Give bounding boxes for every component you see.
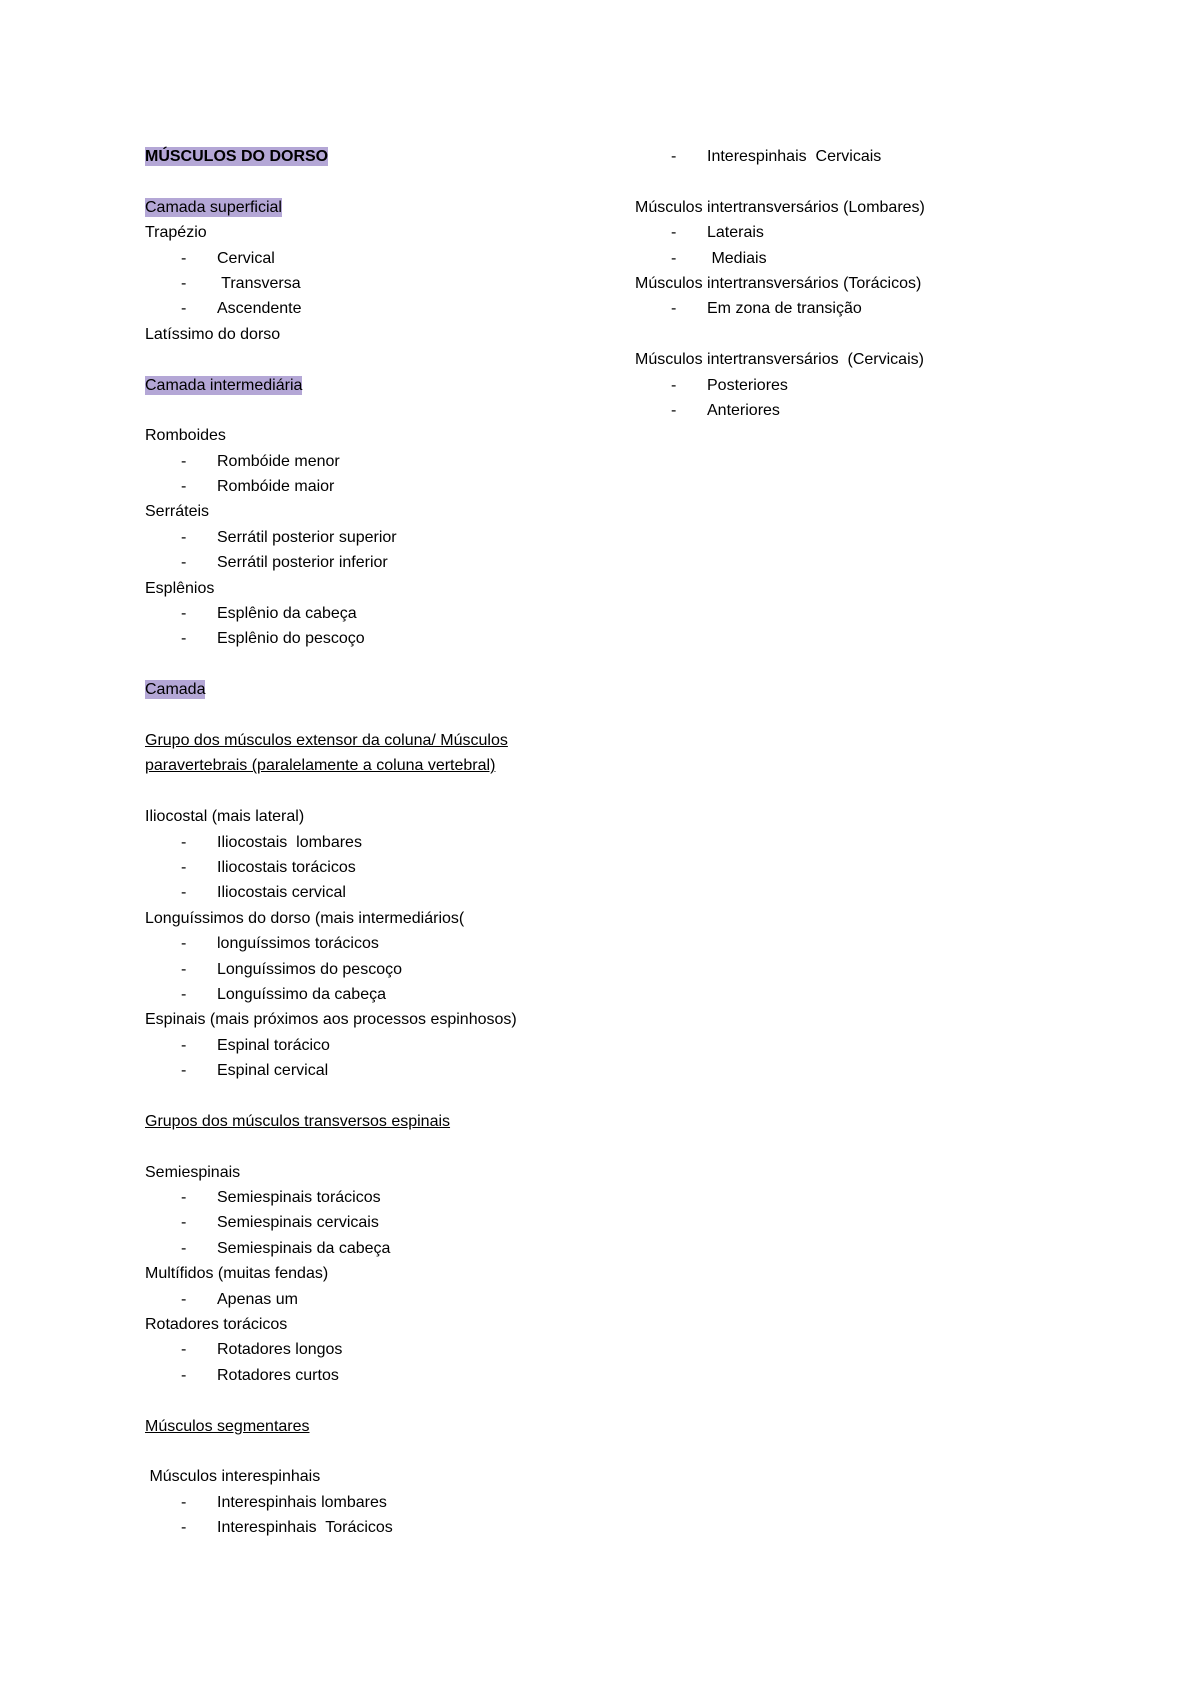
blank-line: [145, 703, 565, 728]
list-item-text: Semiespinais da cabeça: [217, 1239, 391, 1257]
section-heading-text: Camada: [145, 681, 206, 699]
list-dash: -: [181, 1519, 187, 1537]
list-item-text: Ascendente: [217, 300, 302, 318]
list-item-text: Serrátil posterior inferior: [217, 554, 388, 572]
blank-line: [145, 1439, 565, 1464]
right-column: [635, 144, 1055, 423]
list-item-text: Anteriores: [707, 401, 780, 419]
list-item-text: Interespinhais Cervicais: [707, 148, 882, 165]
list-dash: -: [181, 528, 187, 546]
list-dash: -: [181, 960, 187, 978]
section-heading-text: Grupo dos músculos extensor da coluna/ Músculos: [145, 731, 508, 749]
list-dash: -: [671, 148, 677, 165]
section-heading-text: MÚSCULOS DO DORSO: [145, 148, 329, 165]
list-item-text: Rombóide maior: [217, 478, 335, 496]
group-title-musculos-intertransversarios-lombares: [635, 195, 1055, 220]
list-item-text: longuíssimos torácicos: [217, 935, 379, 953]
list-item: [145, 1337, 565, 1362]
list-item-text: Iliocostais cervical: [217, 884, 346, 902]
group-title-text: Espinais (mais próximos aos processos espinhosos): [145, 1011, 517, 1029]
blank-line: [145, 1388, 565, 1413]
list-dash: -: [181, 605, 187, 623]
list-dash: -: [671, 300, 677, 318]
list-item-text: Rombóide menor: [217, 452, 340, 470]
list-dash: -: [181, 478, 187, 496]
list-item: [145, 626, 565, 651]
list-item: [145, 1515, 565, 1540]
list-dash: -: [671, 249, 677, 267]
section-heading-text: Músculos segmentares: [145, 1417, 310, 1435]
blank-line: [145, 1083, 565, 1108]
list-item: [145, 601, 565, 626]
list-item-text: Rotadores curtos: [217, 1366, 339, 1384]
section-heading-text: Camada intermediária: [145, 376, 303, 394]
group-title-text: Semiespinais: [145, 1163, 241, 1181]
section-heading-musculos-segmentares: [145, 1414, 565, 1439]
group-title-text: Serráteis: [145, 503, 210, 521]
group-title-musculos-intertransversarios-toracicos: [635, 271, 1055, 296]
list-item-text: Espinal cervical: [217, 1062, 329, 1080]
blank-line: [145, 1134, 565, 1159]
list-dash: -: [181, 249, 187, 267]
blank-line: [635, 169, 1055, 194]
list-dash: -: [181, 1189, 187, 1207]
list-item-text: Cervical: [217, 249, 275, 267]
list-item: [145, 931, 565, 956]
section-heading-text: paravertebrais (paralelamente a coluna vertebral): [145, 757, 496, 775]
blank-line: [635, 322, 1055, 347]
list-dash: -: [181, 554, 187, 572]
group-title-text: Esplênios: [145, 579, 215, 597]
list-item: [145, 957, 565, 982]
list-item: [635, 246, 1055, 271]
list-dash: -: [181, 1493, 187, 1511]
list-item: [145, 1185, 565, 1210]
section-heading-musculos-do-dorso: [145, 144, 565, 169]
list-dash: -: [181, 884, 187, 902]
blank-line: [145, 169, 565, 194]
list-item-text: Interespinhais lombares: [217, 1493, 387, 1511]
group-title-musculos-interespinhais: [145, 1464, 565, 1489]
list-item: [145, 855, 565, 880]
list-item: [145, 1058, 565, 1083]
group-title-serrateis: [145, 499, 565, 524]
list-dash: -: [181, 1214, 187, 1232]
list-item: [145, 474, 565, 499]
list-item-text: Esplênio do pescoço: [217, 630, 365, 648]
group-title-text: Músculos intertransversários (Cervicais): [635, 351, 924, 369]
blank-line: [145, 347, 565, 372]
section-heading-grupos-dos-musculos-transversos-espinais: [145, 1109, 565, 1134]
list-item-text: Rotadores longos: [217, 1341, 343, 1359]
group-title-text: Músculos intertransversários (Torácicos): [635, 274, 922, 292]
list-item: [145, 296, 565, 321]
group-title-text: Multífidos (muitas fendas): [145, 1265, 329, 1283]
group-title-text: Longuíssimos do dorso (mais intermediários(: [145, 909, 465, 927]
list-item-text: Semiespinais torácicos: [217, 1189, 381, 1207]
section-heading-text: Grupos dos músculos transversos espinais: [145, 1112, 451, 1130]
list-item-text: Interespinhais Torácicos: [217, 1519, 393, 1537]
section-heading-camada-intermediaria: [145, 373, 565, 398]
group-title-text: Músculos interespinhais: [145, 1468, 321, 1486]
blank-line: [145, 779, 565, 804]
list-item: [145, 246, 565, 271]
list-item: [145, 550, 565, 575]
list-item: [145, 271, 565, 296]
list-dash: -: [181, 1239, 187, 1257]
blank-line: [145, 652, 565, 677]
list-item: [145, 830, 565, 855]
list-item-text: Laterais: [707, 224, 764, 242]
list-dash: -: [181, 833, 187, 851]
list-item-text: Transversa: [217, 274, 301, 292]
list-item: [635, 373, 1055, 398]
list-dash: -: [181, 935, 187, 953]
list-item-text: Posteriores: [707, 376, 788, 394]
list-item: [145, 449, 565, 474]
list-item-text: Mediais: [707, 249, 767, 267]
list-dash: -: [181, 1036, 187, 1054]
group-title-text: Iliocostal (mais lateral): [145, 808, 305, 826]
list-item-text: Apenas um: [217, 1290, 298, 1308]
list-dash: -: [671, 401, 677, 419]
group-title-musculos-intertransversarios-cervicais: [635, 347, 1055, 372]
group-title-text: Rotadores torácicos: [145, 1315, 288, 1333]
group-title-rotadores-toracicos: [145, 1312, 565, 1337]
list-item: [145, 1236, 565, 1261]
blank-line: [145, 398, 565, 423]
group-title-esplenios: [145, 576, 565, 601]
group-title-trapezio: [145, 220, 565, 245]
list-item-text: Esplênio da cabeça: [217, 605, 357, 623]
list-item-text: Iliocostais torácicos: [217, 858, 356, 876]
section-heading-camada-superficial: [145, 195, 565, 220]
list-item-text: Em zona de transição: [707, 300, 862, 318]
group-title-espinais-mais-proximos-aos-processos-esp: [145, 1007, 565, 1032]
list-item: [145, 1490, 565, 1515]
list-dash: -: [181, 985, 187, 1003]
left-column: [145, 144, 565, 1540]
list-item: [145, 880, 565, 905]
group-title-semiespinais: [145, 1160, 565, 1185]
list-dash: -: [671, 224, 677, 242]
list-dash: -: [181, 630, 187, 648]
list-dash: -: [181, 300, 187, 318]
list-item: [635, 296, 1055, 321]
list-dash: -: [671, 376, 677, 394]
group-title-latissimo-do-dorso: [145, 322, 565, 347]
list-item: [145, 1287, 565, 1312]
section-heading-grupo-dos-musculos-extensor-da-coluna-mu: [145, 728, 565, 753]
list-dash: -: [181, 1341, 187, 1359]
list-item: [635, 398, 1055, 423]
list-item: [145, 1210, 565, 1235]
list-item-text: Espinal torácico: [217, 1036, 330, 1054]
list-item: [145, 1033, 565, 1058]
list-item: [145, 525, 565, 550]
list-item: [635, 144, 1055, 169]
list-item-text: Serrátil posterior superior: [217, 528, 397, 546]
list-item: [145, 982, 565, 1007]
group-title-romboides: [145, 423, 565, 448]
list-dash: -: [181, 274, 187, 292]
list-dash: -: [181, 858, 187, 876]
group-title-text: Trapézio: [145, 224, 207, 242]
list-dash: -: [181, 1062, 187, 1080]
list-item: [635, 220, 1055, 245]
list-dash: -: [181, 1290, 187, 1308]
group-title-multifidos-muitas-fendas: [145, 1261, 565, 1286]
section-heading-paravertebrais-paralelamente-a-coluna-ve: [145, 753, 565, 778]
list-item-text: Semiespinais cervicais: [217, 1214, 379, 1232]
section-heading-camada: [145, 677, 565, 702]
group-title-longuissimos-do-dorso-mais-intermediario: [145, 906, 565, 931]
list-dash: -: [181, 1366, 187, 1384]
list-dash: -: [181, 452, 187, 470]
list-item-text: Longuíssimo da cabeça: [217, 985, 386, 1003]
group-title-text: Romboides: [145, 427, 226, 445]
list-item: [145, 1363, 565, 1388]
group-title-text: Músculos intertransversários (Lombares): [635, 198, 925, 216]
group-title-iliocostal-mais-lateral: [145, 804, 565, 829]
group-title-text: Latíssimo do dorso: [145, 325, 281, 343]
list-item-text: Longuíssimos do pescoço: [217, 960, 402, 978]
section-heading-text: Camada superficial: [145, 198, 282, 216]
list-item-text: Iliocostais lombares: [217, 833, 362, 851]
